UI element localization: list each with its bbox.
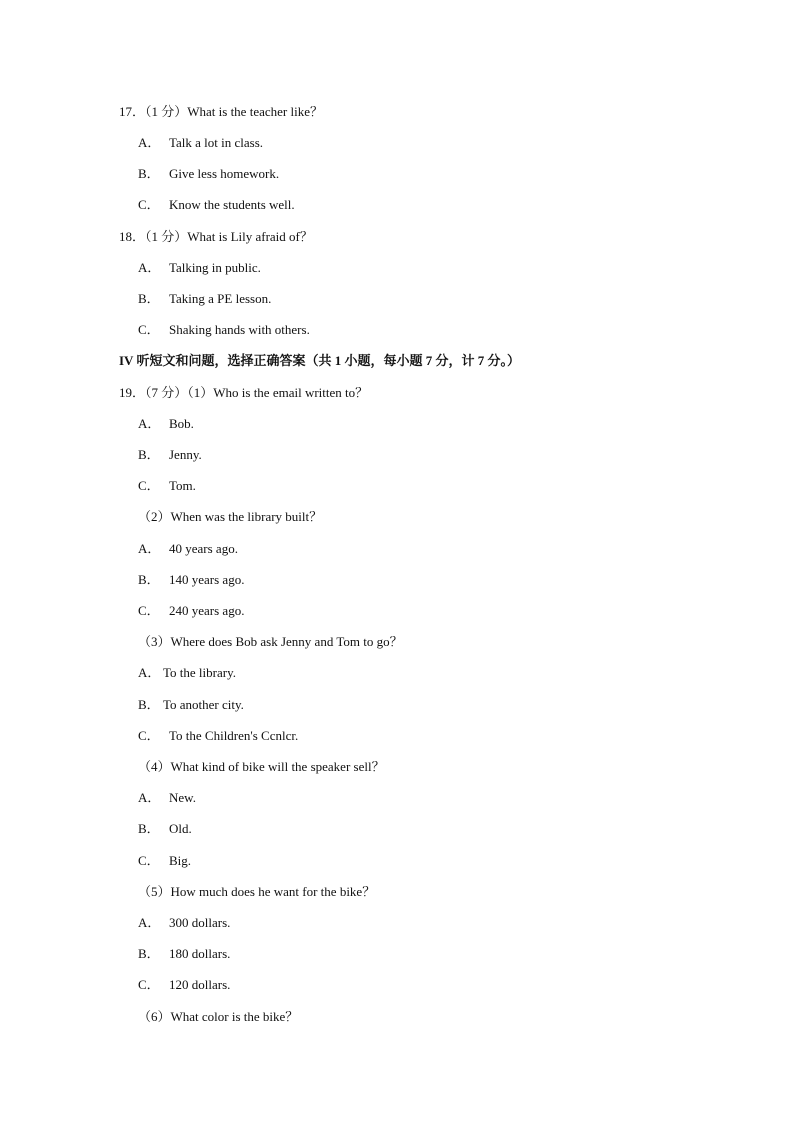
option-letter: C． bbox=[138, 853, 160, 868]
option-letter: B． bbox=[138, 291, 160, 306]
q18-option-a[interactable] bbox=[138, 260, 261, 276]
option-letter: C． bbox=[138, 478, 160, 493]
section-iv-heading: IV 听短文和问题，选择正确答案（共 1 小题，每小题 7 分，计 7 分。） bbox=[119, 353, 520, 368]
option-letter: A． bbox=[138, 790, 161, 805]
option-text: Talking in public. bbox=[169, 260, 261, 275]
q17-option-a[interactable] bbox=[138, 135, 263, 151]
q19-part5-stem: （5）How much does he want for the bike？ bbox=[138, 884, 376, 899]
option-text: 240 years ago. bbox=[169, 603, 245, 618]
option-text: Big. bbox=[169, 853, 192, 868]
q19-4-option-c[interactable] bbox=[138, 853, 191, 869]
option-letter: B． bbox=[138, 166, 160, 181]
option-letter: A． bbox=[138, 541, 161, 556]
option-text: Talk a lot in class. bbox=[169, 135, 264, 150]
option-letter: A． bbox=[138, 135, 161, 150]
option-letter: B． bbox=[138, 821, 160, 836]
option-text: Taking a PE lesson. bbox=[169, 291, 272, 306]
q17-option-c[interactable] bbox=[138, 197, 295, 213]
option-text: Jenny. bbox=[169, 447, 202, 462]
question-18-stem: 18．（1 分）What is Lily afraid of？ bbox=[119, 229, 313, 244]
option-letter: A． bbox=[138, 416, 161, 431]
option-text: Bob. bbox=[169, 416, 194, 431]
q19-3-option-c[interactable] bbox=[138, 728, 298, 744]
question-19-stem: 19．（7 分）（1）Who is the email written to？ bbox=[119, 385, 369, 400]
q18-option-b[interactable] bbox=[138, 291, 271, 307]
q19-2-option-b[interactable] bbox=[138, 572, 244, 588]
q19-4-option-b[interactable] bbox=[138, 821, 192, 837]
option-text: Old. bbox=[169, 821, 192, 836]
option-letter: C． bbox=[138, 977, 160, 992]
option-text: 300 dollars. bbox=[169, 915, 231, 930]
option-letter: B． bbox=[138, 447, 160, 462]
q19-1-option-b[interactable] bbox=[138, 447, 202, 463]
q19-part4-stem: （4）What kind of bike will the speaker sell？ bbox=[138, 759, 385, 774]
q19-4-option-a[interactable] bbox=[138, 790, 196, 806]
option-text: New. bbox=[169, 790, 196, 805]
option-text: 180 dollars. bbox=[169, 946, 231, 961]
q19-5-option-a[interactable] bbox=[138, 915, 230, 931]
question-17-stem: 17．（1 分）What is the teacher like？ bbox=[119, 104, 323, 119]
q19-part2-stem: （2）When was the library built？ bbox=[138, 509, 323, 524]
option-text: 40 years ago. bbox=[169, 541, 238, 556]
option-text: To the Children's Ccnlcr. bbox=[169, 728, 299, 743]
q19-3-option-a[interactable] bbox=[138, 665, 236, 681]
option-text: 140 years ago. bbox=[169, 572, 245, 587]
q19-part6-stem: （6）What color is the bike？ bbox=[138, 1009, 299, 1024]
q19-part3-stem: （3）Where does Bob ask Jenny and Tom to go？ bbox=[138, 634, 403, 649]
option-letter: A． bbox=[138, 665, 161, 680]
option-letter: B． bbox=[138, 946, 160, 961]
option-letter: A． bbox=[138, 915, 161, 930]
option-letter: A． bbox=[138, 260, 161, 275]
option-text: Know the students well. bbox=[169, 197, 295, 212]
q19-5-option-b[interactable] bbox=[138, 946, 230, 962]
option-text: To another city. bbox=[163, 697, 244, 712]
q17-option-b[interactable] bbox=[138, 166, 279, 182]
option-letter: B． bbox=[138, 572, 160, 587]
option-text: Shaking hands with others. bbox=[169, 322, 310, 337]
option-text: Give less homework. bbox=[169, 166, 280, 181]
q19-3-option-b[interactable] bbox=[138, 697, 244, 713]
q19-2-option-c[interactable] bbox=[138, 603, 244, 619]
option-text: Tom. bbox=[169, 478, 196, 493]
q19-1-option-a[interactable] bbox=[138, 416, 194, 432]
q19-5-option-c[interactable] bbox=[138, 977, 230, 993]
option-text: To the library. bbox=[163, 665, 236, 680]
option-letter: C． bbox=[138, 322, 160, 337]
option-letter: C． bbox=[138, 197, 160, 212]
q19-1-option-c[interactable] bbox=[138, 478, 196, 494]
option-letter: C． bbox=[138, 728, 160, 743]
q19-2-option-a[interactable] bbox=[138, 541, 238, 557]
option-text: 120 dollars. bbox=[169, 977, 231, 992]
option-letter: B． bbox=[138, 697, 160, 712]
option-letter: C． bbox=[138, 603, 160, 618]
q18-option-c[interactable] bbox=[138, 322, 310, 338]
